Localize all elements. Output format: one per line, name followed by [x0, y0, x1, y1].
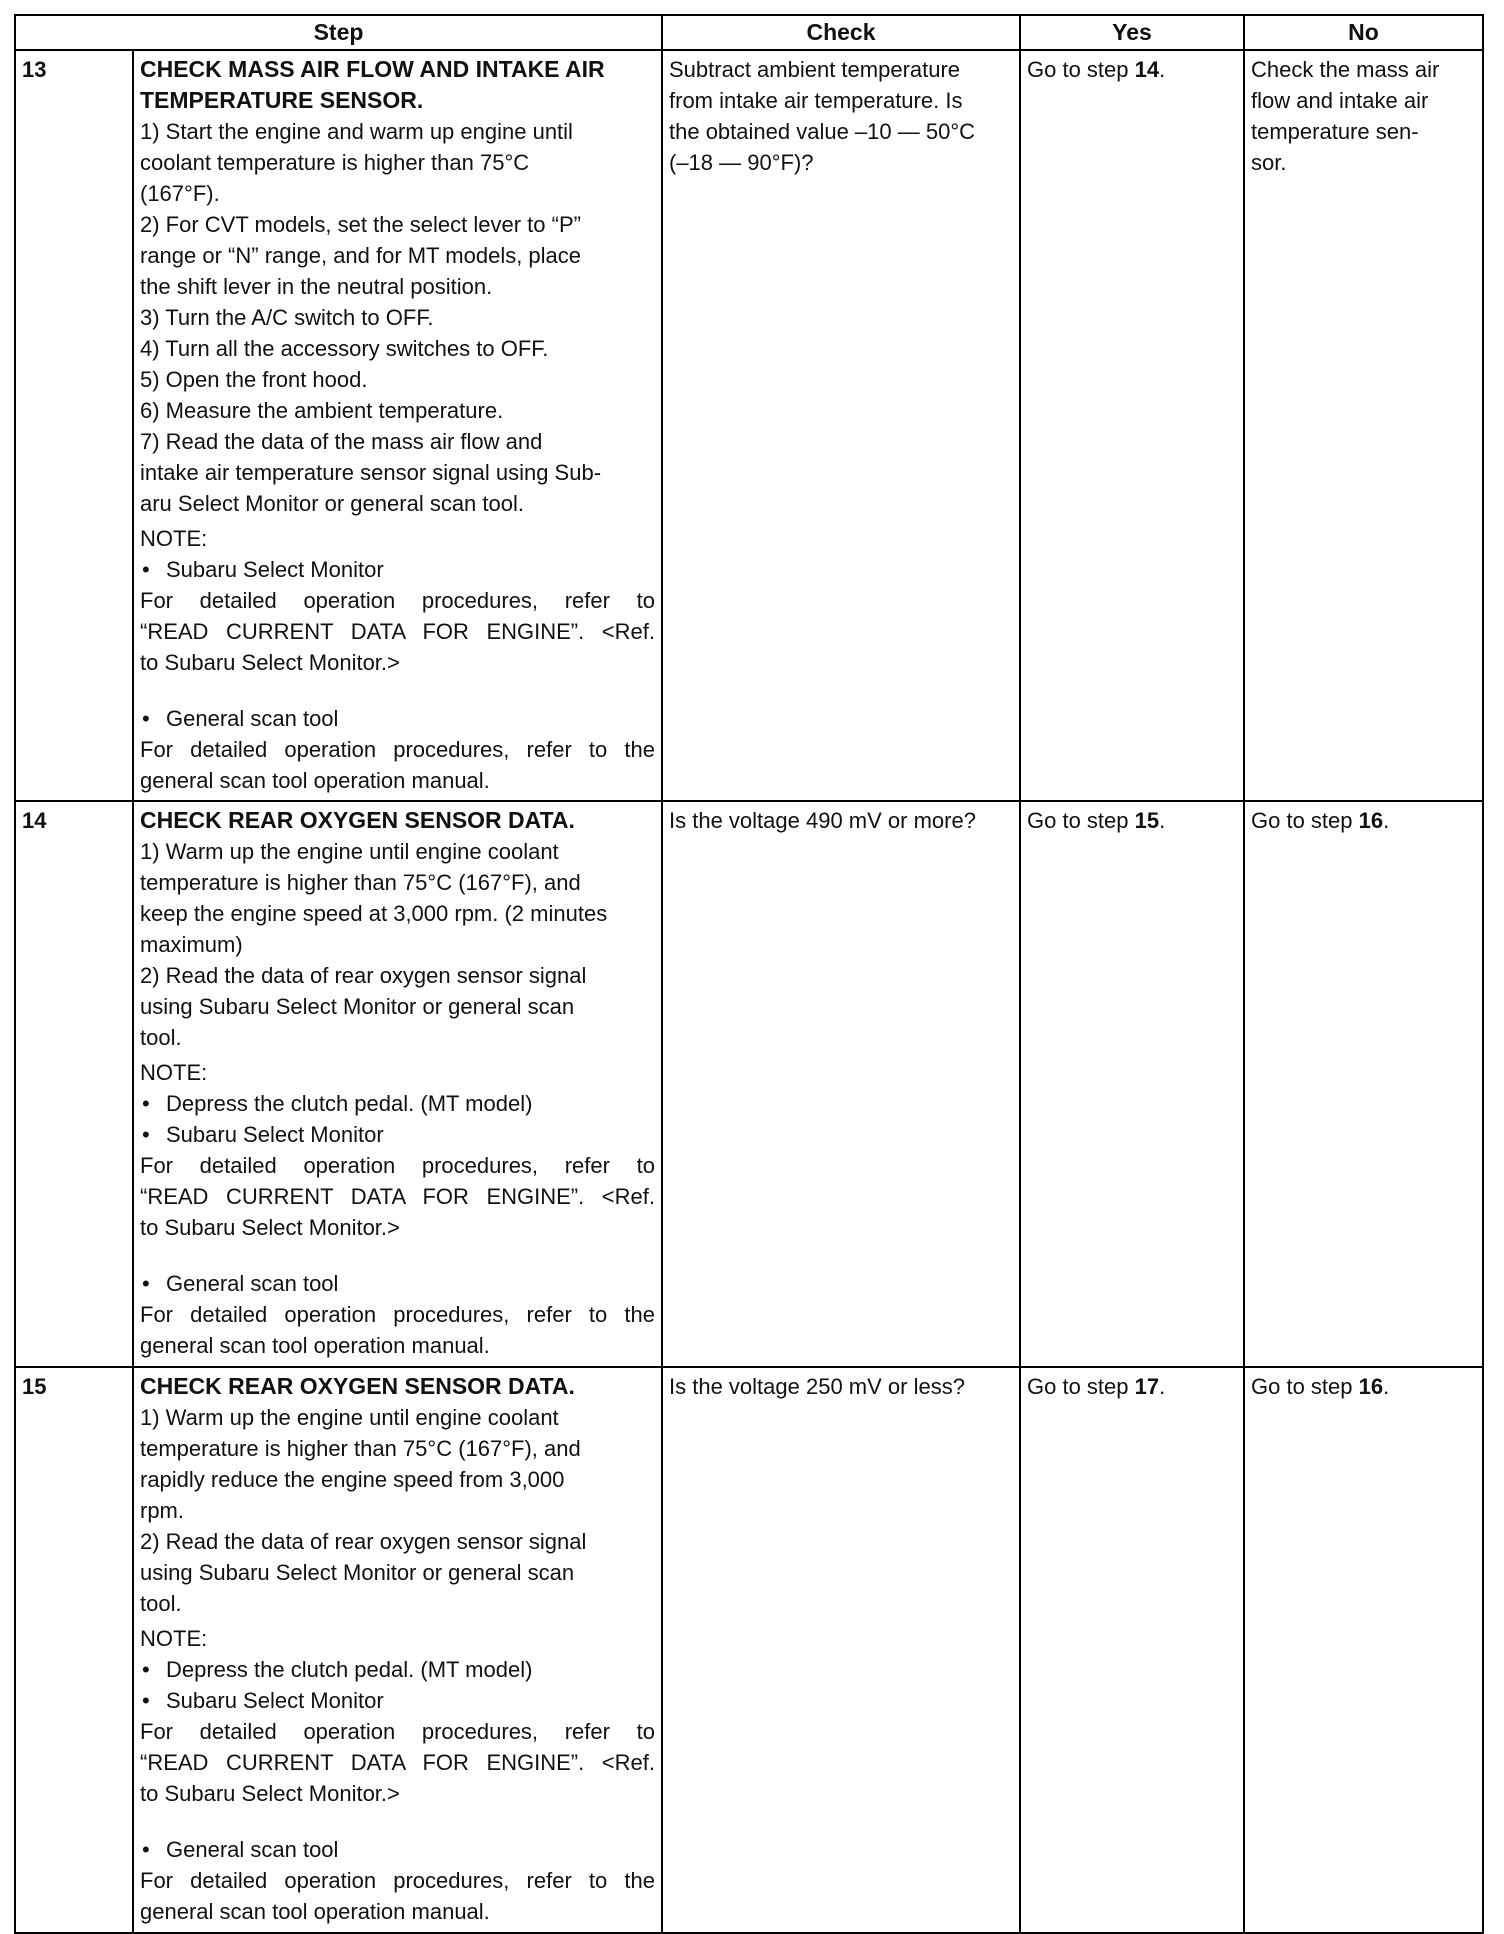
- step-line: 2) Read the data of rear oxygen sensor signal: [140, 1529, 587, 1554]
- check-cell: [662, 1367, 1020, 1933]
- step-line: rpm.: [140, 1498, 184, 1523]
- no-line: sor.: [1251, 150, 1287, 175]
- step-line: tool.: [140, 1025, 182, 1050]
- header-step: Step: [15, 15, 662, 50]
- step-line: tool.: [140, 1591, 182, 1616]
- no-period: .: [1383, 1374, 1390, 1399]
- step-line: (167°F).: [140, 181, 220, 206]
- no-step-link[interactable]: 16: [1358, 808, 1384, 833]
- yes-period: .: [1159, 57, 1166, 82]
- bullet-icon: •: [142, 557, 150, 582]
- note-line: “READ CURRENT DATA FOR ENGINE”. <Ref.: [140, 619, 655, 644]
- yes-text: Go to step: [1027, 57, 1135, 82]
- step-number: 14: [15, 801, 133, 1367]
- check-cell: [662, 801, 1020, 1367]
- header-no: No: [1244, 15, 1483, 50]
- table-row: [15, 50, 1483, 801]
- note-line: general scan tool operation manual.: [140, 1899, 490, 1924]
- note-line: general scan tool operation manual.: [140, 1333, 490, 1358]
- step-line: rapidly reduce the engine speed from 3,000: [140, 1467, 565, 1492]
- note-line: For detailed operation procedures, refer to: [140, 1153, 655, 1178]
- step-description: [133, 801, 662, 1367]
- step-line: 5) Open the front hood.: [140, 367, 368, 392]
- table-row: [15, 801, 1483, 1367]
- check-line: Subtract ambient temperature: [669, 57, 961, 82]
- yes-period: .: [1159, 1374, 1166, 1399]
- no-line: Check the mass air: [1251, 57, 1440, 82]
- bullet-icon: •: [142, 1837, 150, 1862]
- check-cell: [662, 50, 1020, 801]
- step-line: 1) Warm up the engine until engine coolant: [140, 1405, 559, 1430]
- note-line: For detailed operation procedures, refer to the: [140, 737, 655, 762]
- step-description: [133, 50, 662, 801]
- note-bullet: • General scan tool: [140, 1834, 655, 1865]
- step-line: range or “N” range, and for MT models, place: [140, 243, 582, 268]
- no-cell: [1244, 801, 1483, 1367]
- step-line: coolant temperature is higher than 75°C: [140, 150, 530, 175]
- step-description: [133, 1367, 662, 1933]
- no-text: Go to step: [1251, 1374, 1359, 1399]
- note-label: NOTE:: [140, 1060, 208, 1085]
- step-title: CHECK MASS AIR FLOW AND INTAKE AIR: [140, 56, 605, 82]
- yes-period: .: [1159, 808, 1166, 833]
- note-label: NOTE:: [140, 526, 208, 551]
- step-line: 4) Turn all the accessory switches to OFF.: [140, 336, 549, 361]
- step-title: CHECK REAR OXYGEN SENSOR DATA.: [140, 1373, 575, 1399]
- yes-cell: [1020, 1367, 1244, 1933]
- bullet-icon: •: [142, 706, 150, 731]
- header-check: Check: [662, 15, 1020, 50]
- no-cell: [1244, 1367, 1483, 1933]
- step-line: keep the engine speed at 3,000 rpm. (2 minutes: [140, 901, 608, 926]
- yes-step-link[interactable]: 14: [1134, 57, 1160, 82]
- note-line: “READ CURRENT DATA FOR ENGINE”. <Ref.: [140, 1750, 655, 1775]
- spacer: [140, 1243, 655, 1268]
- note-line: For detailed operation procedures, refer to: [140, 588, 655, 613]
- yes-step-link[interactable]: 15: [1134, 808, 1160, 833]
- no-line: flow and intake air: [1251, 88, 1429, 113]
- no-line: temperature sen-: [1251, 119, 1419, 144]
- table-row: [15, 1367, 1483, 1933]
- step-line: intake air temperature sensor signal using Sub-: [140, 460, 602, 485]
- check-line: from intake air temperature. Is: [669, 88, 963, 113]
- bullet-icon: •: [142, 1122, 150, 1147]
- spacer: [140, 1809, 655, 1834]
- step-line: aru Select Monitor or general scan tool.: [140, 491, 524, 516]
- note-line: general scan tool operation manual.: [140, 768, 490, 793]
- step-line: 6) Measure the ambient temperature.: [140, 398, 504, 423]
- note-line: For detailed operation procedures, refer to: [140, 1719, 655, 1744]
- step-line: maximum): [140, 932, 243, 957]
- step-number: 13: [15, 50, 133, 801]
- note-bullet: • General scan tool: [140, 703, 655, 734]
- note-bullet: • General scan tool: [140, 1268, 655, 1299]
- yes-text: Go to step: [1027, 808, 1135, 833]
- check-line: Is the voltage 490 mV or more?: [669, 808, 976, 833]
- note-bullet: • Subaru Select Monitor: [140, 554, 655, 585]
- note-line: “READ CURRENT DATA FOR ENGINE”. <Ref.: [140, 1184, 655, 1209]
- header-yes: Yes: [1020, 15, 1244, 50]
- yes-text: Go to step: [1027, 1374, 1135, 1399]
- yes-cell: [1020, 801, 1244, 1367]
- diagnostic-table: [14, 14, 1484, 1934]
- step-line: 7) Read the data of the mass air flow and: [140, 429, 543, 454]
- step-line: 3) Turn the A/C switch to OFF.: [140, 305, 434, 330]
- no-cell: [1244, 50, 1483, 801]
- bullet-icon: •: [142, 1091, 150, 1116]
- note-line: to Subaru Select Monitor.>: [140, 1781, 400, 1806]
- step-line: 2) For CVT models, set the select lever to “P”: [140, 212, 581, 237]
- header-row: [15, 15, 1483, 50]
- step-line: 1) Start the engine and warm up engine until: [140, 119, 573, 144]
- note-line: For detailed operation procedures, refer to the: [140, 1302, 655, 1327]
- bullet-icon: •: [142, 1657, 150, 1682]
- yes-cell: [1020, 50, 1244, 801]
- spacer: [140, 678, 655, 703]
- step-line: 2) Read the data of rear oxygen sensor signal: [140, 963, 587, 988]
- no-period: .: [1383, 808, 1390, 833]
- no-text: Go to step: [1251, 808, 1359, 833]
- note-bullet: • Subaru Select Monitor: [140, 1685, 655, 1716]
- no-step-link[interactable]: 16: [1358, 1374, 1384, 1399]
- step-line: the shift lever in the neutral position.: [140, 274, 493, 299]
- check-line: (–18 — 90°F)?: [669, 150, 814, 175]
- step-line: temperature is higher than 75°C (167°F), and: [140, 1436, 581, 1461]
- step-line: using Subaru Select Monitor or general scan: [140, 1560, 575, 1585]
- step-line: using Subaru Select Monitor or general scan: [140, 994, 575, 1019]
- bullet-icon: •: [142, 1688, 150, 1713]
- step-title: CHECK REAR OXYGEN SENSOR DATA.: [140, 807, 575, 833]
- yes-step-link[interactable]: 17: [1134, 1374, 1160, 1399]
- check-line: Is the voltage 250 mV or less?: [669, 1374, 965, 1399]
- note-line: For detailed operation procedures, refer to the: [140, 1868, 655, 1893]
- check-line: the obtained value –10 — 50°C: [669, 119, 976, 144]
- note-bullet: • Depress the clutch pedal. (MT model): [140, 1654, 655, 1685]
- bullet-icon: •: [142, 1271, 150, 1296]
- note-bullet: • Subaru Select Monitor: [140, 1119, 655, 1150]
- step-line: 1) Warm up the engine until engine coolant: [140, 839, 559, 864]
- note-bullet: • Depress the clutch pedal. (MT model): [140, 1088, 655, 1119]
- step-line: temperature is higher than 75°C (167°F), and: [140, 870, 581, 895]
- step-number: 15: [15, 1367, 133, 1933]
- note-label: NOTE:: [140, 1626, 208, 1651]
- note-line: to Subaru Select Monitor.>: [140, 650, 400, 675]
- step-title: TEMPERATURE SENSOR.: [140, 87, 424, 113]
- note-line: to Subaru Select Monitor.>: [140, 1215, 400, 1240]
